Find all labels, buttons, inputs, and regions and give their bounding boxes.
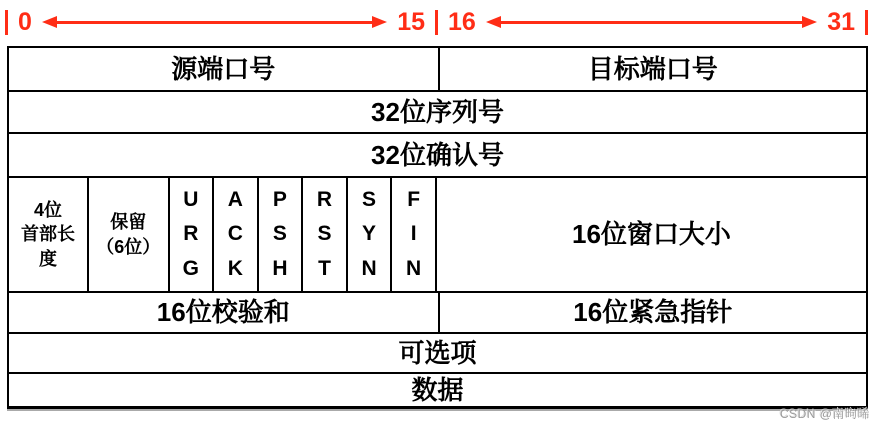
- flag-fin: F I N: [390, 178, 435, 291]
- row-sequence-number: [9, 90, 866, 132]
- field-source-port: 源端口号: [171, 53, 276, 84]
- flag-psh: P S H: [257, 178, 302, 291]
- header-length-line: 4位: [33, 200, 62, 221]
- arrow-head-left-icon: [42, 16, 57, 28]
- arrow-shaft: [501, 21, 802, 24]
- watermark: CSDN @南昫晞: [779, 407, 870, 421]
- flag-rst: R S T: [301, 178, 346, 291]
- row-options: [9, 332, 866, 372]
- flag-ack: A C K: [212, 178, 257, 291]
- row-data: [9, 372, 866, 406]
- field-reserved: [87, 178, 168, 291]
- field-ack-number: 32位确认号: [371, 139, 504, 170]
- row-ports: [9, 48, 866, 90]
- field-window-size: 16位窗口大小: [435, 178, 866, 291]
- ruler-label-16: 16: [448, 7, 476, 36]
- arrow-head-left-icon: [486, 16, 501, 28]
- field-checksum: 16位校验和: [156, 297, 290, 328]
- flag-urg: U R G: [168, 178, 213, 291]
- header-length-line: 首部长: [20, 224, 75, 245]
- ruler-label-0: 0: [18, 7, 32, 36]
- header-length-line: 度: [38, 248, 57, 269]
- field-data: 数据: [411, 374, 464, 405]
- bit-ruler: [0, 0, 873, 44]
- row-ack-number: [9, 132, 866, 176]
- field-options: 可选项: [398, 337, 477, 368]
- ruler-label-15: 15: [397, 7, 425, 36]
- field-urgent-pointer: 16位紧急指针: [438, 293, 867, 332]
- row-flags: [9, 176, 866, 291]
- arrow-head-right-icon: [372, 16, 387, 28]
- arrow-head-right-icon: [802, 16, 817, 28]
- reserved-line: （6位）: [96, 236, 161, 257]
- ruler-left-half: [8, 7, 435, 36]
- flag-syn: S Y N: [346, 178, 391, 291]
- tcp-header-table: [7, 46, 868, 409]
- ruler-right-half: [438, 7, 865, 36]
- arrow-shaft: [57, 21, 372, 24]
- reserved-line: 保留: [110, 212, 147, 233]
- field-sequence-number: 32位序列号: [371, 96, 504, 127]
- ruler-tick-right: [865, 10, 868, 35]
- field-header-length: [9, 178, 87, 291]
- double-arrow-icon: [486, 16, 817, 28]
- field-dest-port: 目标端口号: [438, 48, 867, 90]
- double-arrow-icon: [42, 16, 387, 28]
- row-checksum: [9, 291, 866, 332]
- ruler-label-31: 31: [827, 7, 855, 36]
